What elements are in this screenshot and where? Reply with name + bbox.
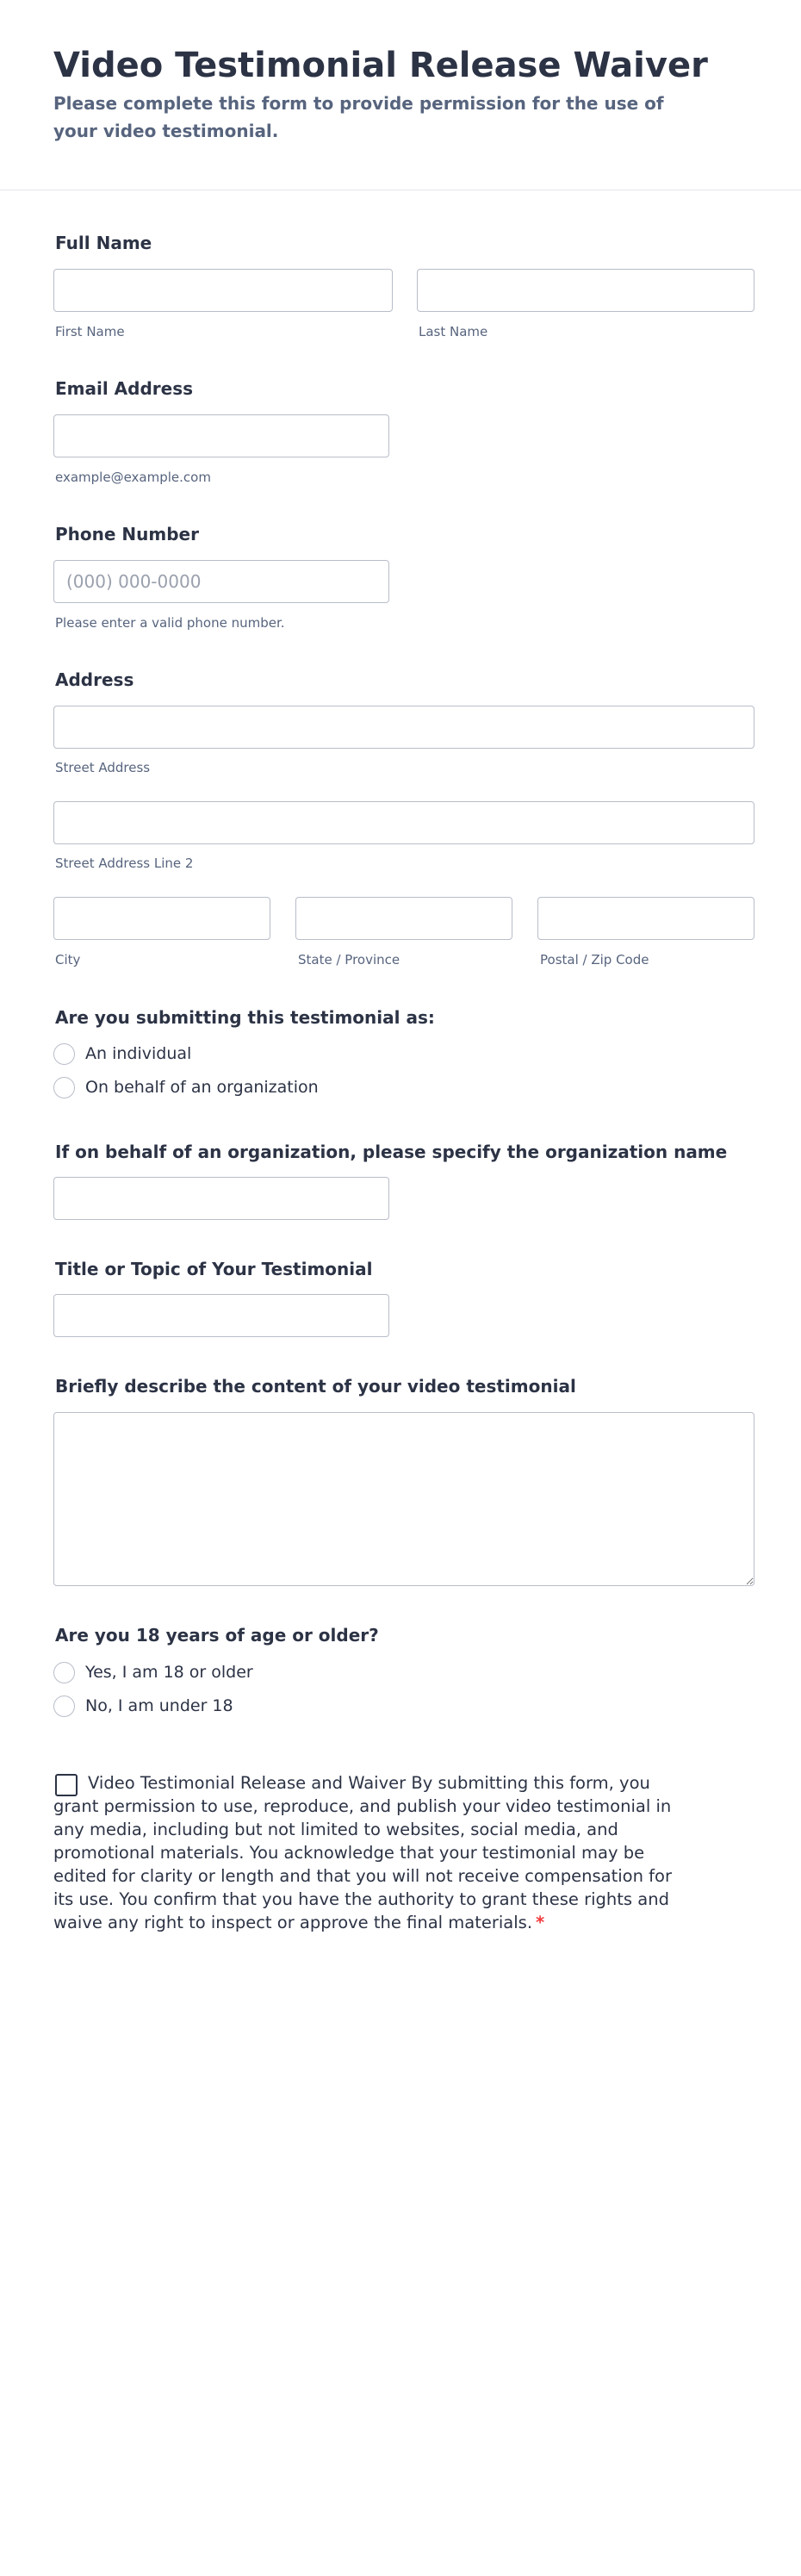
radio-label-organization: On behalf of an organization [85, 1078, 319, 1097]
page-title: Video Testimonial Release Waiver [53, 46, 708, 85]
street-address-input[interactable] [53, 706, 754, 749]
testimonial-title-input[interactable] [53, 1294, 389, 1337]
email-input[interactable] [53, 414, 389, 457]
postal-zip-sublabel: Postal / Zip Code [540, 952, 649, 968]
street-address-line2-input[interactable] [53, 801, 754, 844]
postal-zip-input[interactable] [537, 897, 754, 940]
testimonial-title-label: Title or Topic of Your Testimonial [55, 1259, 373, 1279]
street-address-line2-sublabel: Street Address Line 2 [55, 856, 194, 871]
form-header [0, 0, 801, 190]
organization-name-label: If on behalf of an organization, please specify the organization name [55, 1142, 728, 1162]
email-label: Email Address [55, 378, 194, 399]
consent-text: Video Testimonial Release and Waiver By submitting this form, you grant permission to use, reproduce, and publish your video testimonial in any media, including but not limited to websites, social media, and promotional materials. You acknowledge that your testimonial may be edited for clarity or length and that you will not receive compensation for its use. You confirm that you have the authority to grant these rights and waive any right to inspect or approve the final materials. [53, 1773, 672, 1932]
first-name-input[interactable] [53, 269, 393, 312]
consent-statement [53, 1771, 691, 1934]
state-province-input[interactable] [295, 897, 512, 940]
phone-sublabel: Please enter a valid phone number. [55, 615, 285, 631]
last-name-sublabel: Last Name [419, 324, 488, 339]
radio-age-yes[interactable] [53, 1660, 253, 1684]
radio-circle-age-yes[interactable] [53, 1662, 75, 1683]
page-subtitle: Please complete this form to provide permission for the use of your video testimonial. [53, 93, 664, 141]
state-province-sublabel: State / Province [298, 952, 400, 968]
full-name-label: Full Name [55, 233, 152, 253]
city-input[interactable] [53, 897, 270, 940]
submitting-as-label: Are you submitting this testimonial as: [55, 1007, 435, 1028]
organization-name-input[interactable] [53, 1177, 389, 1220]
first-name-sublabel: First Name [55, 324, 125, 339]
testimonial-description-textarea[interactable] [53, 1412, 754, 1586]
radio-circle-age-no[interactable] [53, 1696, 75, 1717]
street-address-sublabel: Street Address [55, 760, 151, 775]
phone-label: Phone Number [55, 524, 199, 544]
radio-circle-individual[interactable] [53, 1043, 75, 1065]
radio-age-no[interactable] [53, 1694, 233, 1718]
radio-circle-organization[interactable] [53, 1077, 75, 1098]
last-name-input[interactable] [417, 269, 754, 312]
address-label: Address [55, 669, 134, 690]
testimonial-description-label: Briefly describe the content of your video testimonial [55, 1376, 576, 1397]
radio-label-individual: An individual [85, 1044, 192, 1063]
radio-label-age-yes: Yes, I am 18 or older [85, 1663, 253, 1682]
age-question-label: Are you 18 years of age or older? [55, 1625, 379, 1646]
radio-label-age-no: No, I am under 18 [85, 1696, 233, 1715]
phone-input[interactable] [53, 560, 389, 603]
radio-organization[interactable] [53, 1075, 319, 1099]
city-sublabel: City [55, 952, 81, 968]
radio-individual[interactable] [53, 1042, 191, 1066]
email-sublabel: example@example.com [55, 470, 211, 485]
required-asterisk: * [536, 1913, 545, 1932]
